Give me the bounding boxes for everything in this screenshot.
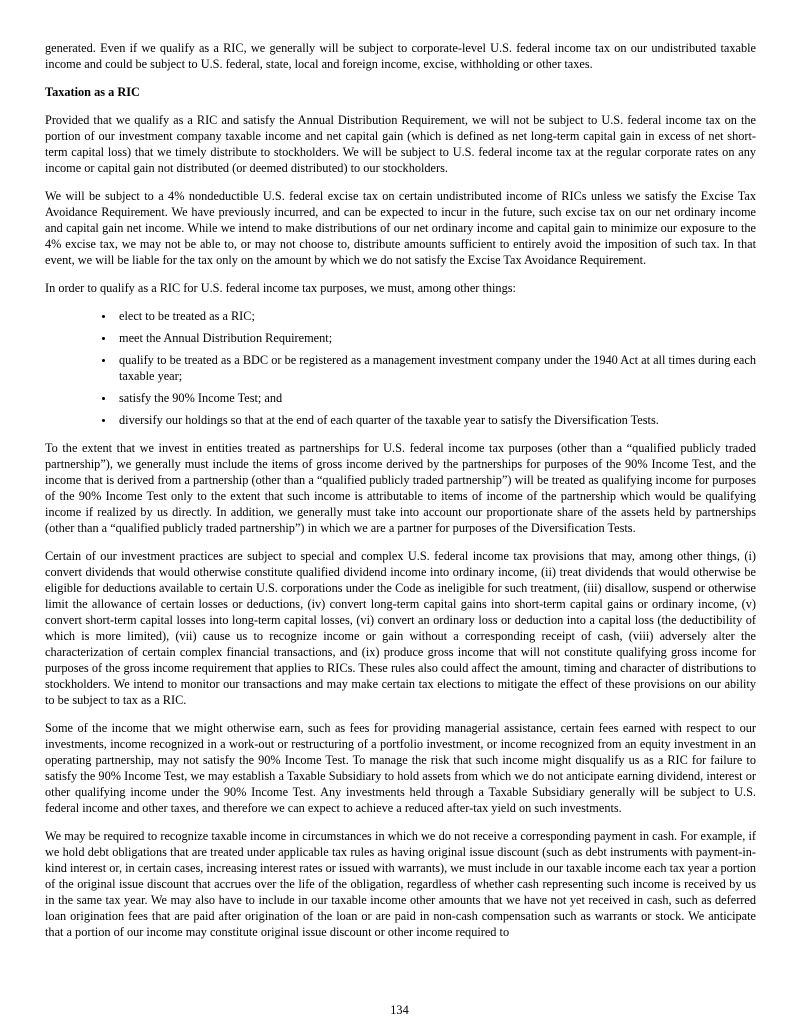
section-heading-taxation-as-a-ric: Taxation as a RIC bbox=[45, 85, 140, 99]
para-excise-tax: We will be subject to a 4% nondeductible U.S. federal excise tax on certain undistributed income of RICs unless we satisfy the Excise Tax Avoidance Requirement. We have previously incurred, and can be expected to incur in the future, such excise tax on our net ordinary income and capital gain net income. While we intend to make distributions of our net ordinary income and capital gain to minimize our exposure to the 4% excise tax, we may not be able to, or may not choose to, distribute amounts sufficient to entirely avoid the imposition of such tax. In that event, we will be liable for the tax only on the amount by which we do not satisfy the Excise Tax Avoidance Requirement. bbox=[45, 189, 756, 267]
list-item-income-test: • satisfy the 90% Income Test; and bbox=[115, 390, 756, 406]
list-item-bdc-registration: • qualify to be treated as a BDC or be registered as a management investment company under the 1940 Act at all times during each taxable year; bbox=[115, 352, 756, 384]
ric-requirements-list bbox=[45, 308, 756, 428]
para-investment-practices: Certain of our investment practices are subject to special and complex U.S. federal income tax provisions that may, among other things, (i) convert dividends that would otherwise constitute qualified dividend income into ordinary income, (ii) treat dividends that would otherwise be eligible for deductions available to certain U.S. corporations under the Code as ineligible for such treatment, (iii) disallow, suspend or otherwise limit the allowance of certain losses or deductions, (iv) convert long-term capital gains into short-term capital gains or ordinary income, (v) convert short-term capital losses into long-term capital losses, (vi) convert an ordinary loss or deduction into a capital loss (the deductibility of which is more limited), (vii) cause us to recognize income or gain without a corresponding receipt of cash, (viii) adversely alter the characterization of certain complex financial transactions, and (ix) produce gross income that will not constitute qualifying gross income for purposes of the gross income requirement that applies to RICs. These rules also could affect the amount, timing and character of distributions to stockholders. We intend to monitor our transactions and may make certain tax elections to mitigate the effect of these provisions on our ability to be subject to tax as a RIC. bbox=[45, 549, 756, 707]
para-taxable-income-recognition: We may be required to recognize taxable income in circumstances in which we do not receive a corresponding payment in cash. For example, if we hold debt obligations that are treated under applicable tax rules as having original issue discount (such as debt instruments with payment-in-kind interest or, in certain cases, increasing interest rates or issued with warrants), we must include in our taxable income each tax year a portion of the original issue discount that accrues over the life of the obligation, regardless of whether cash representing such income is received by us in the same tax year. We may also have to include in our taxable income other amounts that we have not yet received in cash, such as deferred loan origination fees that are paid after origination of the loan or are paid in non-cash compensation such as warrants or stock. We anticipate that a portion of our income may constitute original issue discount or other income required to bbox=[45, 829, 756, 939]
list-item-elect-ric: • elect to be treated as a RIC; bbox=[115, 308, 756, 324]
para-income-sources: Some of the income that we might otherwise earn, such as fees for providing managerial assistance, certain fees earned with respect to our investments, income recognized in a work-out or restructuring of a portfolio investment, or income recognized from an equity investment in an operating partnership, may not satisfy the 90% Income Test. To manage the risk that such income might disqualify us as a RIC for failure to satisfy the 90% Income Test, we may establish a Taxable Subsidiary to hold assets from which we do not anticipate earning dividend, interest or other qualifying income under the 90% Income Test. Any investments held through a Taxable Subsidiary generally will be subject to U.S. federal income and other taxes, and therefore we can expect to achieve a reduced after-tax yield on such investments. bbox=[45, 721, 756, 815]
para-annual-distribution-requirement: Provided that we qualify as a RIC and satisfy the Annual Distribution Requirement, we will not be subject to U.S. federal income tax on the portion of our investment company taxable income and net capital gain (which is defined as net long-term capital gain in excess of net short-term capital loss) that we timely distribute to stockholders. We will be subject to U.S. federal income tax at the regular corporate rates on any income or capital gain not distributed (or deemed distributed) to our stockholders. bbox=[45, 113, 756, 175]
page-number: 134 bbox=[390, 1003, 409, 1017]
list-item-diversification: • diversify our holdings so that at the end of each quarter of the taxable year to satisfy the Diversification Tests. bbox=[115, 412, 756, 428]
list-item-annual-distribution: • meet the Annual Distribution Requirement; bbox=[115, 330, 756, 346]
para-ric-qualification-intro: In order to qualify as a RIC for U.S. federal income tax purposes, we must, among other things: bbox=[45, 281, 516, 295]
para-partnerships: To the extent that we invest in entities treated as partnerships for U.S. federal income tax purposes (other than a “qualified publicly traded partnership”), we generally must include the items of gross income derived by the partnerships for purposes of the 90% Income Test, and the income that is derived from a partnership (other than a “qualified publicly traded partnership”) will be treated as qualifying income for purposes of the 90% Income Test only to the extent that such income is attributable to items of income of the partnership which would be qualifying income if realized by us directly. In addition, we generally must take into account our proportionate share of the assets held by partnerships (other than a “qualified publicly traded partnership”) in which we are a partner for purposes of the Diversification Tests. bbox=[45, 441, 756, 535]
para-continuation: generated. Even if we qualify as a RIC, we generally will be subject to corporate-level U.S. federal income tax on our undistributed taxable income and could be subject to U.S. federal, state, local and foreign income, excise, withholding or other taxes. bbox=[45, 41, 756, 71]
